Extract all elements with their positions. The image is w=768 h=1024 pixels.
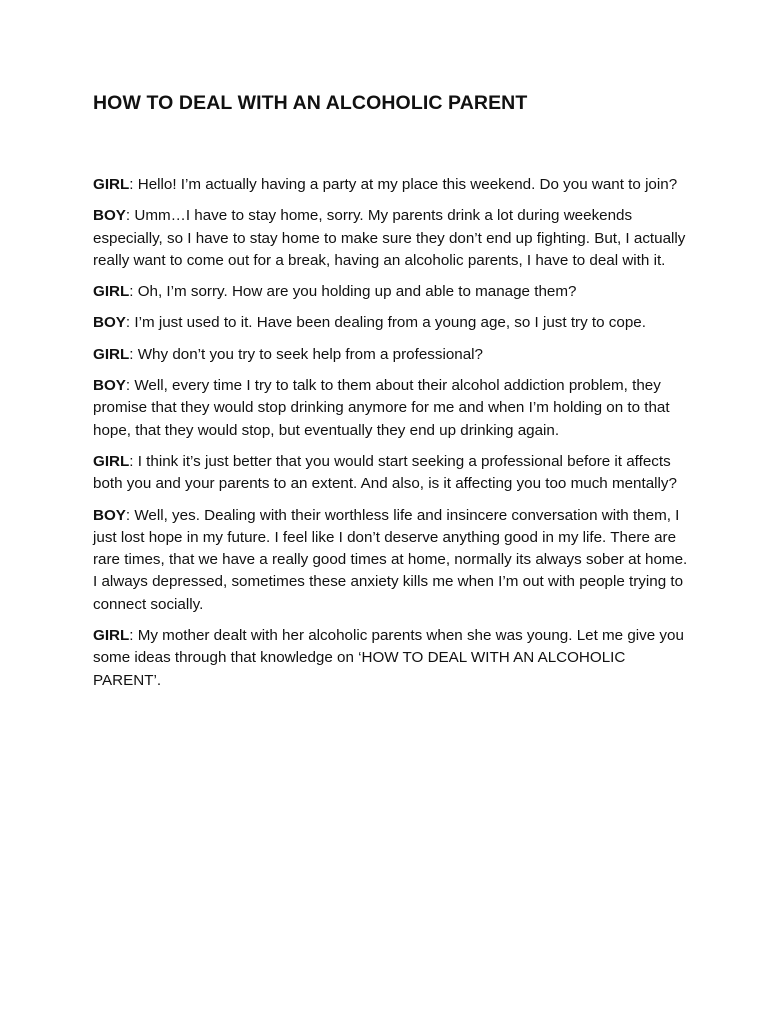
speaker-label: BOY — [93, 314, 126, 332]
dialogue-turn — [93, 312, 693, 334]
dialogue-text: : Oh, I’m sorry. How are you holding up and able to manage them? — [129, 283, 577, 301]
speaker-label: BOY — [93, 207, 126, 225]
speaker-label: BOY — [93, 377, 126, 395]
dialogue-turn — [93, 625, 693, 692]
document-title: HOW TO DEAL WITH AN ALCOHOLIC PARENT — [93, 92, 528, 114]
dialogue-text: : My mother dealt with her alcoholic parents when she was young. Let me give you some ideas through that knowledge on ‘HOW TO DEAL WITH AN ALCOHOLIC PARENT’. — [93, 627, 684, 689]
dialogue-text: : Umm…I have to stay home, sorry. My parents drink a lot during weekends especially, so I have to stay home to make sure they don’t end up fighting. But, I actually really want to come out for a break, having an alcoholic parents, I have to deal with it. — [93, 207, 686, 269]
dialogue-turn — [93, 205, 693, 272]
speaker-label: BOY — [93, 506, 126, 524]
dialogue-text: : Hello! I’m actually having a party at my place this weekend. Do you want to join? — [129, 176, 678, 193]
dialogue-text: : Why don’t you try to seek help from a professional? — [129, 345, 483, 363]
dialogue-text: : I’m just used to it. Have been dealing from a young age, so I just try to cope. — [125, 314, 646, 332]
speaker-label: GIRL — [93, 283, 130, 301]
dialogue-turn — [93, 174, 693, 196]
dialogue-turn — [93, 281, 693, 303]
speaker-label: GIRL — [93, 345, 130, 363]
dialogue-text: : Well, yes. Dealing with their worthless life and insincere conversation with them, I just lost hope in my future. I feel like I don’t deserve anything good in my life. There are rare times, that we have a really good times at home, normally its always sober at home. I always depressed, sometimes these anxiety kills me when I’m out with people trying to connect socially. — [93, 506, 688, 613]
dialogue-turn — [93, 375, 693, 442]
dialogue-text: : I think it’s just better that you would start seeking a professional before it affects both you and your parents to an extent. And also, is it affecting you too much mentally? — [93, 452, 677, 493]
speaker-label: GIRL — [93, 627, 130, 645]
speaker-label: GIRL — [93, 176, 130, 193]
document-page — [93, 90, 693, 701]
speaker-label: GIRL — [93, 452, 130, 470]
dialogue-text: : Well, every time I try to talk to them about their alcohol addiction problem, they promise that they would stop drinking anymore for me and when I’m holding on to that hope, that they would stop, but eventually they end up drinking again. — [93, 377, 670, 439]
dialogue-turn — [93, 344, 693, 366]
dialogue-turn — [93, 505, 693, 616]
dialogue-turn — [93, 451, 693, 496]
